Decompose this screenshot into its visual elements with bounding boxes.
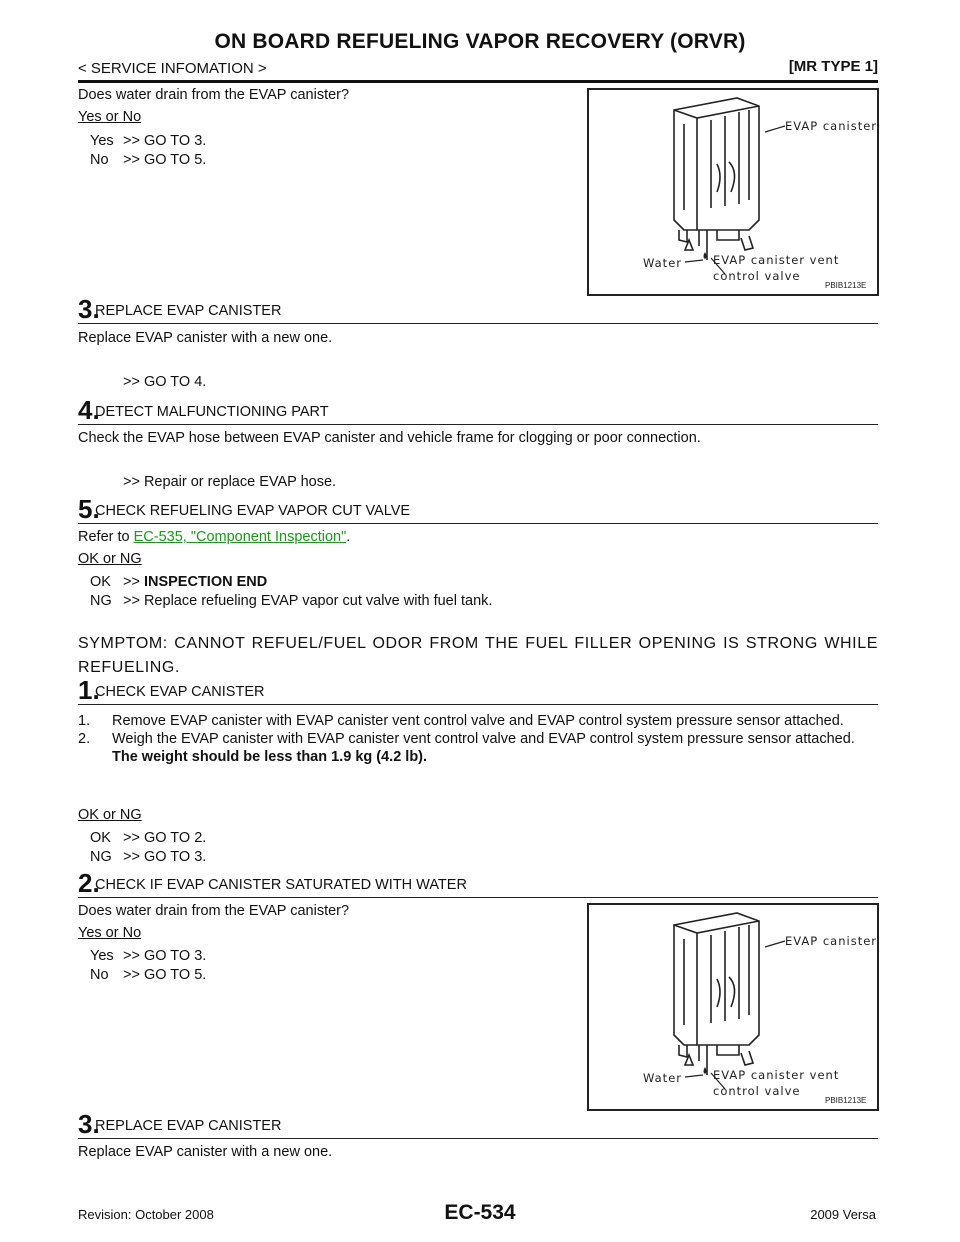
s2-step-2-heading [78, 868, 878, 898]
list-number: 1. [78, 713, 91, 729]
figure-label-canister: EVAP canister [785, 934, 877, 948]
figure-label-water: Water [643, 1071, 682, 1085]
option-text: >> GO TO 3. [123, 948, 207, 964]
step-number: 3. [78, 1109, 100, 1139]
step-number: 5. [78, 494, 100, 524]
s2-step-3-body: Replace EVAP canister with a new one. [78, 1144, 333, 1160]
s2-step-1-list [78, 712, 878, 766]
option-text: >> GO TO 3. [123, 133, 207, 149]
option-text: >> Replace refueling EVAP vapor cut valve with fuel tank. [123, 593, 493, 609]
step-3-body: Replace EVAP canister with a new one. [78, 330, 333, 346]
component-inspection-link[interactable]: EC-535, "Component Inspection" [133, 529, 347, 545]
step-5-heading [78, 494, 878, 524]
list-text: Remove EVAP canister with EVAP canister vent control valve and EVAP control system pressure sensor attached. [112, 713, 844, 729]
list-item [78, 730, 878, 748]
step-title: CHECK IF EVAP CANISTER SATURATED WITH WATER [95, 877, 467, 893]
refer-suffix: . [346, 529, 351, 545]
option-key: No [90, 967, 109, 983]
option-yes [90, 947, 206, 965]
step-title: REPLACE EVAP CANISTER [95, 1118, 282, 1134]
step-3-result: >> GO TO 4. [123, 374, 207, 390]
figure-code: PBIB1213E [825, 1096, 867, 1105]
figure-label-vent-1: EVAP canister vent [713, 1068, 840, 1082]
figure-label-vent-1: EVAP canister vent [713, 253, 840, 267]
option-ok [90, 829, 206, 847]
step-4-result: >> Repair or replace EVAP hose. [123, 474, 337, 490]
step-4-heading [78, 395, 878, 425]
choice-label: Yes or No [78, 925, 142, 941]
evap-canister-illustration [589, 90, 877, 294]
step-4-body: Check the EVAP hose between EVAP canister and vehicle frame for clogging or poor connection. [78, 430, 701, 446]
step-number: 4. [78, 395, 100, 425]
option-arrow: >> [123, 574, 144, 590]
step-title: CHECK REFUELING EVAP VAPOR CUT VALVE [95, 503, 411, 519]
choice-label: OK or NG [78, 551, 142, 567]
option-key: NG [90, 849, 112, 865]
step-number: 2. [78, 868, 100, 898]
refer-prefix: Refer to [78, 529, 134, 545]
breadcrumb: < SERVICE INFOMATION > [78, 60, 267, 77]
footer-revision: Revision: October 2008 [78, 1207, 214, 1222]
option-ng [90, 848, 206, 866]
option-key: OK [90, 574, 111, 590]
option-key: Yes [90, 948, 114, 964]
option-key: OK [90, 830, 111, 846]
list-text: Weigh the EVAP canister with EVAP canister vent control valve and EVAP control system pressure sensor attached. [112, 731, 855, 747]
weight-spec: The weight should be less than 1.9 kg (4.2 lb). [112, 749, 428, 765]
list-number: 2. [78, 731, 91, 747]
choice-label: Yes or No [78, 109, 142, 125]
figure-label-vent-2: control valve [713, 1084, 801, 1098]
figure-label-vent-2: control valve [713, 269, 801, 283]
step-3-heading [78, 294, 878, 324]
option-key: Yes [90, 133, 114, 149]
header-rule [78, 80, 878, 83]
step-title: CHECK EVAP CANISTER [95, 684, 265, 700]
s2-step-1-heading [78, 675, 878, 705]
step-title: REPLACE EVAP CANISTER [95, 303, 282, 319]
step-title: DETECT MALFUNCTIONING PART [95, 404, 329, 420]
step-number: 1. [78, 675, 100, 705]
option-ok [90, 573, 267, 591]
evap-canister-illustration [589, 905, 877, 1109]
model-tag: [MR TYPE 1] [788, 58, 878, 75]
option-no [90, 151, 206, 169]
option-text: >> GO TO 2. [123, 830, 207, 846]
footer-page-number: EC-534 [444, 1201, 516, 1224]
option-text: >> GO TO 5. [123, 967, 207, 983]
option-text: >> GO TO 3. [123, 849, 207, 865]
option-text: INSPECTION END [143, 574, 268, 590]
figure-code: PBIB1213E [825, 281, 867, 290]
evap-canister-figure [587, 903, 879, 1111]
list-item [78, 748, 878, 766]
question-text: Does water drain from the EVAP canister? [78, 903, 350, 919]
list-item [78, 712, 878, 730]
option-key: No [90, 152, 109, 168]
symptom-heading: SYMPTOM: CANNOT REFUEL/FUEL ODOR FROM THE FUEL FILLER OPENING IS STRONG WHILE REFUELING. [78, 635, 878, 676]
step-number: 3. [78, 294, 100, 324]
option-text: >> GO TO 5. [123, 152, 207, 168]
step-5-refer [78, 528, 350, 546]
figure-label-water: Water [643, 256, 682, 270]
option-key: NG [90, 593, 112, 609]
s2-step-3-heading [78, 1109, 878, 1139]
option-yes [90, 132, 206, 150]
option-ng [90, 592, 492, 610]
choice-label: OK or NG [78, 807, 142, 823]
question-text: Does water drain from the EVAP canister? [78, 87, 350, 103]
evap-canister-figure [587, 88, 879, 296]
page-title: ON BOARD REFUELING VAPOR RECOVERY (ORVR) [214, 30, 746, 53]
option-no [90, 966, 206, 984]
footer-vehicle: 2009 Versa [810, 1207, 876, 1222]
figure-label-canister: EVAP canister [785, 119, 877, 133]
